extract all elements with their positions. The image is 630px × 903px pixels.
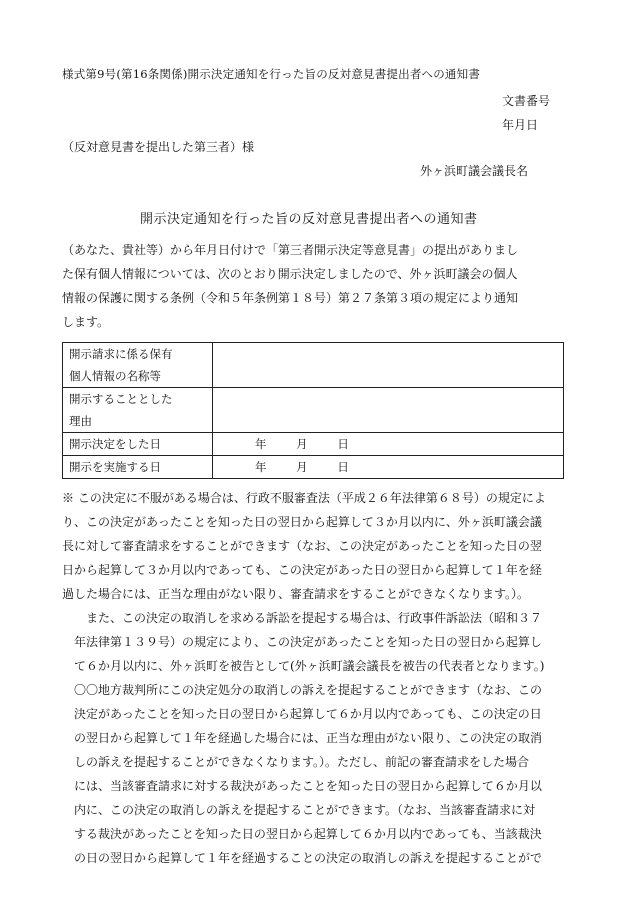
label-line: 開示決定をした日 bbox=[69, 437, 161, 451]
notice-title: 開示決定通知を行った旨の反対意見書提出者への通知書 bbox=[140, 212, 478, 227]
table-label-cell bbox=[63, 433, 213, 456]
label-line: 開示請求に係る保有 bbox=[69, 347, 173, 361]
decision-date-cell bbox=[213, 433, 564, 456]
label-line: 開示することとした bbox=[69, 392, 173, 406]
note-line: 過した場合には、正当な理由がない限り、審査請求をすることができなくなります。）。 bbox=[62, 587, 530, 601]
date-day: 日 bbox=[337, 460, 349, 474]
note-line: ※ この決定に不服がある場合は、行政不服審査法（平成２６年法律第６８号）の規定によ bbox=[62, 491, 546, 505]
intro-line: （あなた、貴社等）から年月日付けで「第三者開示決定等意見書」の提出がありまし bbox=[62, 243, 519, 257]
intro-line: た保有個人情報については、次のとおり開示決定しましたので、外ヶ浜町議会の個人 bbox=[62, 267, 518, 281]
lawsuit-line: 内に、この決定の取消しの訴えを提起することができます。（なお、当該審査請求に対 bbox=[62, 803, 536, 817]
sender-name: 外ヶ浜町議会議長名 bbox=[420, 164, 529, 178]
table-label-cell bbox=[63, 388, 213, 433]
document-date: 年月日 bbox=[502, 118, 539, 132]
document-number: 文書番号 bbox=[502, 94, 551, 108]
lawsuit-line: 〇〇地方裁判所にこの決定処分の取消しの訴えを提起することができます（なお、この bbox=[62, 683, 543, 697]
label-line: 開示を実施する日 bbox=[69, 460, 161, 474]
table-value-cell bbox=[213, 343, 564, 388]
date-month: 月 bbox=[296, 460, 308, 474]
table-label-cell bbox=[63, 343, 213, 388]
label-line: 個人情報の名称等 bbox=[69, 369, 161, 383]
lawsuit-line: 年法律第１３９号）の規定により、この決定があったことを知った日の翌日から起算し bbox=[62, 635, 542, 649]
table-row bbox=[63, 388, 564, 433]
lawsuit-line: には、当該審査請求に対する裁決があったことを知った日の翌日から起算して６か月以 bbox=[62, 779, 542, 793]
note-line: 日から起算して３か月以内であっても、この決定があった日の翌日から起算して１年を経 bbox=[62, 563, 542, 577]
date-day: 日 bbox=[337, 437, 349, 451]
note-line: り、この決定があったことを知った日の翌日から起算して３か月以内に、外ヶ浜町議会議 bbox=[62, 515, 542, 529]
lawsuit-line: する裁決があったことを知った日の翌日から起算して６か月以内であっても、当該裁決 bbox=[62, 827, 542, 841]
table-row bbox=[63, 433, 564, 456]
lawsuit-line: の翌日から起算して１年を経過した場合には、正当な理由がない限り、この決定の取消 bbox=[62, 731, 543, 745]
lawsuit-line: の日の翌日から起算して１年を経過することの決定の取消しの訴えを提起することがで bbox=[62, 851, 543, 865]
lawsuit-line: て６か月以内に、外ヶ浜町を被告として(外ヶ浜町議会議長を被告の代表者となります。) bbox=[62, 659, 545, 673]
disclosure-info-table bbox=[62, 342, 564, 479]
lawsuit-line: また、この決定の取消しを求める訴訟を提起する場合は、行政事件訴訟法（昭和３７ bbox=[62, 611, 543, 625]
date-year: 年 bbox=[255, 460, 267, 474]
table-label-cell bbox=[63, 456, 213, 479]
appeal-note bbox=[62, 486, 572, 606]
implementation-date-cell bbox=[213, 456, 564, 479]
table-row bbox=[63, 343, 564, 388]
intro-paragraph bbox=[62, 238, 567, 334]
lawsuit-line: 決定があったことを知った日の翌日から起算して６か月以内であっても、この決定の日 bbox=[62, 707, 542, 721]
form-title: 様式第9号(第16条関係)開示決定通知を行った旨の反対意見書提出者への通知書 bbox=[62, 67, 481, 81]
date-year: 年 bbox=[255, 437, 267, 451]
label-line: 理由 bbox=[69, 414, 92, 428]
intro-line: 情報の保護に関する条例（令和５年条例第１８号）第２７条第３項の規定により通知 bbox=[62, 291, 519, 305]
note-line: 長に対して審査請求をすることができます（なお、この決定があったことを知った日の翌 bbox=[62, 539, 542, 553]
table-value-cell bbox=[213, 388, 564, 433]
table-row bbox=[63, 456, 564, 479]
date-month: 月 bbox=[296, 437, 308, 451]
intro-line: します。 bbox=[62, 315, 110, 329]
lawsuit-note bbox=[62, 606, 567, 870]
addressee: （反対意見書を提出した第三者）様 bbox=[62, 140, 255, 154]
lawsuit-line: しの訴えを提起することができなくなります。）。ただし、前記の審査請求をした場合 bbox=[62, 755, 530, 769]
